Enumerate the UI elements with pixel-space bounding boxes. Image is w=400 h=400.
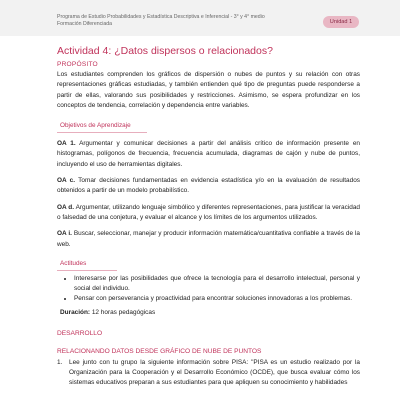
- objective-oa-1: [57, 139, 360, 170]
- unit-badge: Unidad 1: [323, 16, 359, 28]
- purpose-text: Los estudiantes comprenden los gráficos de dispersión o nubes de puntos y su relación con otras representaciones gráficas estudiadas, y también entienden qué tipo de preguntas puede responderse a partir de ellas, valorando sus posibilidades y restricciones. Asimismo, se espera profundizar en los conceptos de tendencia, correlación y dependencia entre variables.: [57, 71, 360, 109]
- objective-code: OA c.: [57, 177, 76, 185]
- page-content: [57, 45, 360, 389]
- objective-code: OA i.: [57, 230, 72, 238]
- document-header: [0, 0, 400, 36]
- development-heading: DESARROLLO: [57, 329, 103, 337]
- program-title: [57, 14, 272, 27]
- objective-text: Argumentar, utilizando lenguaje simbólico y diferentes representaciones, para justificar la veracidad o falsedad de una conjetura, y evaluar el alcance y los límites de los argumentos utilizados.: [57, 203, 360, 221]
- development-step-1: [57, 358, 360, 389]
- purpose-heading: PROPÓSITO: [57, 61, 98, 68]
- program-line-2: Formación Diferenciada: [57, 20, 113, 27]
- objective-oa-c: [57, 176, 360, 197]
- attitude-item: • Pensar con perseverancia y proactividad para encontrar soluciones innovadoras a los problemas.: [74, 294, 360, 304]
- objective-text: Tomar decisiones fundamentadas en evidencia estadística y/o en la evaluación de resultados obtenidos a partir de un modelo probabilístico.: [57, 177, 360, 195]
- development-subheading: RELACIONANDO DATOS DESDE GRÁFICO DE NUBE DE PUNTOS: [57, 347, 262, 355]
- step-number: 1.: [57, 358, 63, 366]
- step-text: Lee junto con tu grupo la siguiente información sobre PISA: "PISA es un estudio realizado por la Organización para la Cooperación y el Desarrollo Económico (OCDE), que busca evaluar cómo los sistemas educativos preparan a sus estudiantes para que apliquen su conocimiento y habilidades: [69, 358, 360, 387]
- duration: [60, 309, 360, 316]
- objectives-divider: [57, 132, 147, 133]
- program-line-1: Programa de Estudio Probabilidades y Estadística Descriptiva e Inferencial - 3° y 4° medio: [57, 14, 265, 20]
- objective-text: Buscar, seleccionar, manejar y producir información matemática/cuantitativa confiable a través de la web.: [57, 230, 360, 248]
- duration-label: Duración:: [60, 308, 91, 316]
- duration-value: 12 horas pedagógicas: [91, 308, 156, 316]
- objective-code: OA d.: [57, 203, 75, 211]
- activity-title: Actividad 4: ¿Datos dispersos o relacionados?: [57, 45, 273, 57]
- attitude-item: • Interesarse por las posibilidades que ofrece la tecnología para el desarrollo intelectual, personal y social del individuo.: [74, 274, 360, 295]
- objective-oa-d: [57, 203, 360, 224]
- objective-oa-i: [57, 229, 360, 250]
- attitudes-list: [57, 274, 360, 305]
- objectives-heading: Objetivos de Aprendizaje: [60, 122, 131, 130]
- attitudes-divider: [57, 270, 117, 271]
- objective-code: OA 1.: [57, 140, 76, 148]
- attitudes-heading: Actitudes: [60, 259, 87, 267]
- objective-text: Argumentar y comunicar decisiones a partir del análisis crítico de información presente en histogramas, polígonos de frecuencia, frecuencia acumulada, diagramas de cajón y nube de puntos, incluyendo el uso de herramientas digitales.: [57, 140, 360, 168]
